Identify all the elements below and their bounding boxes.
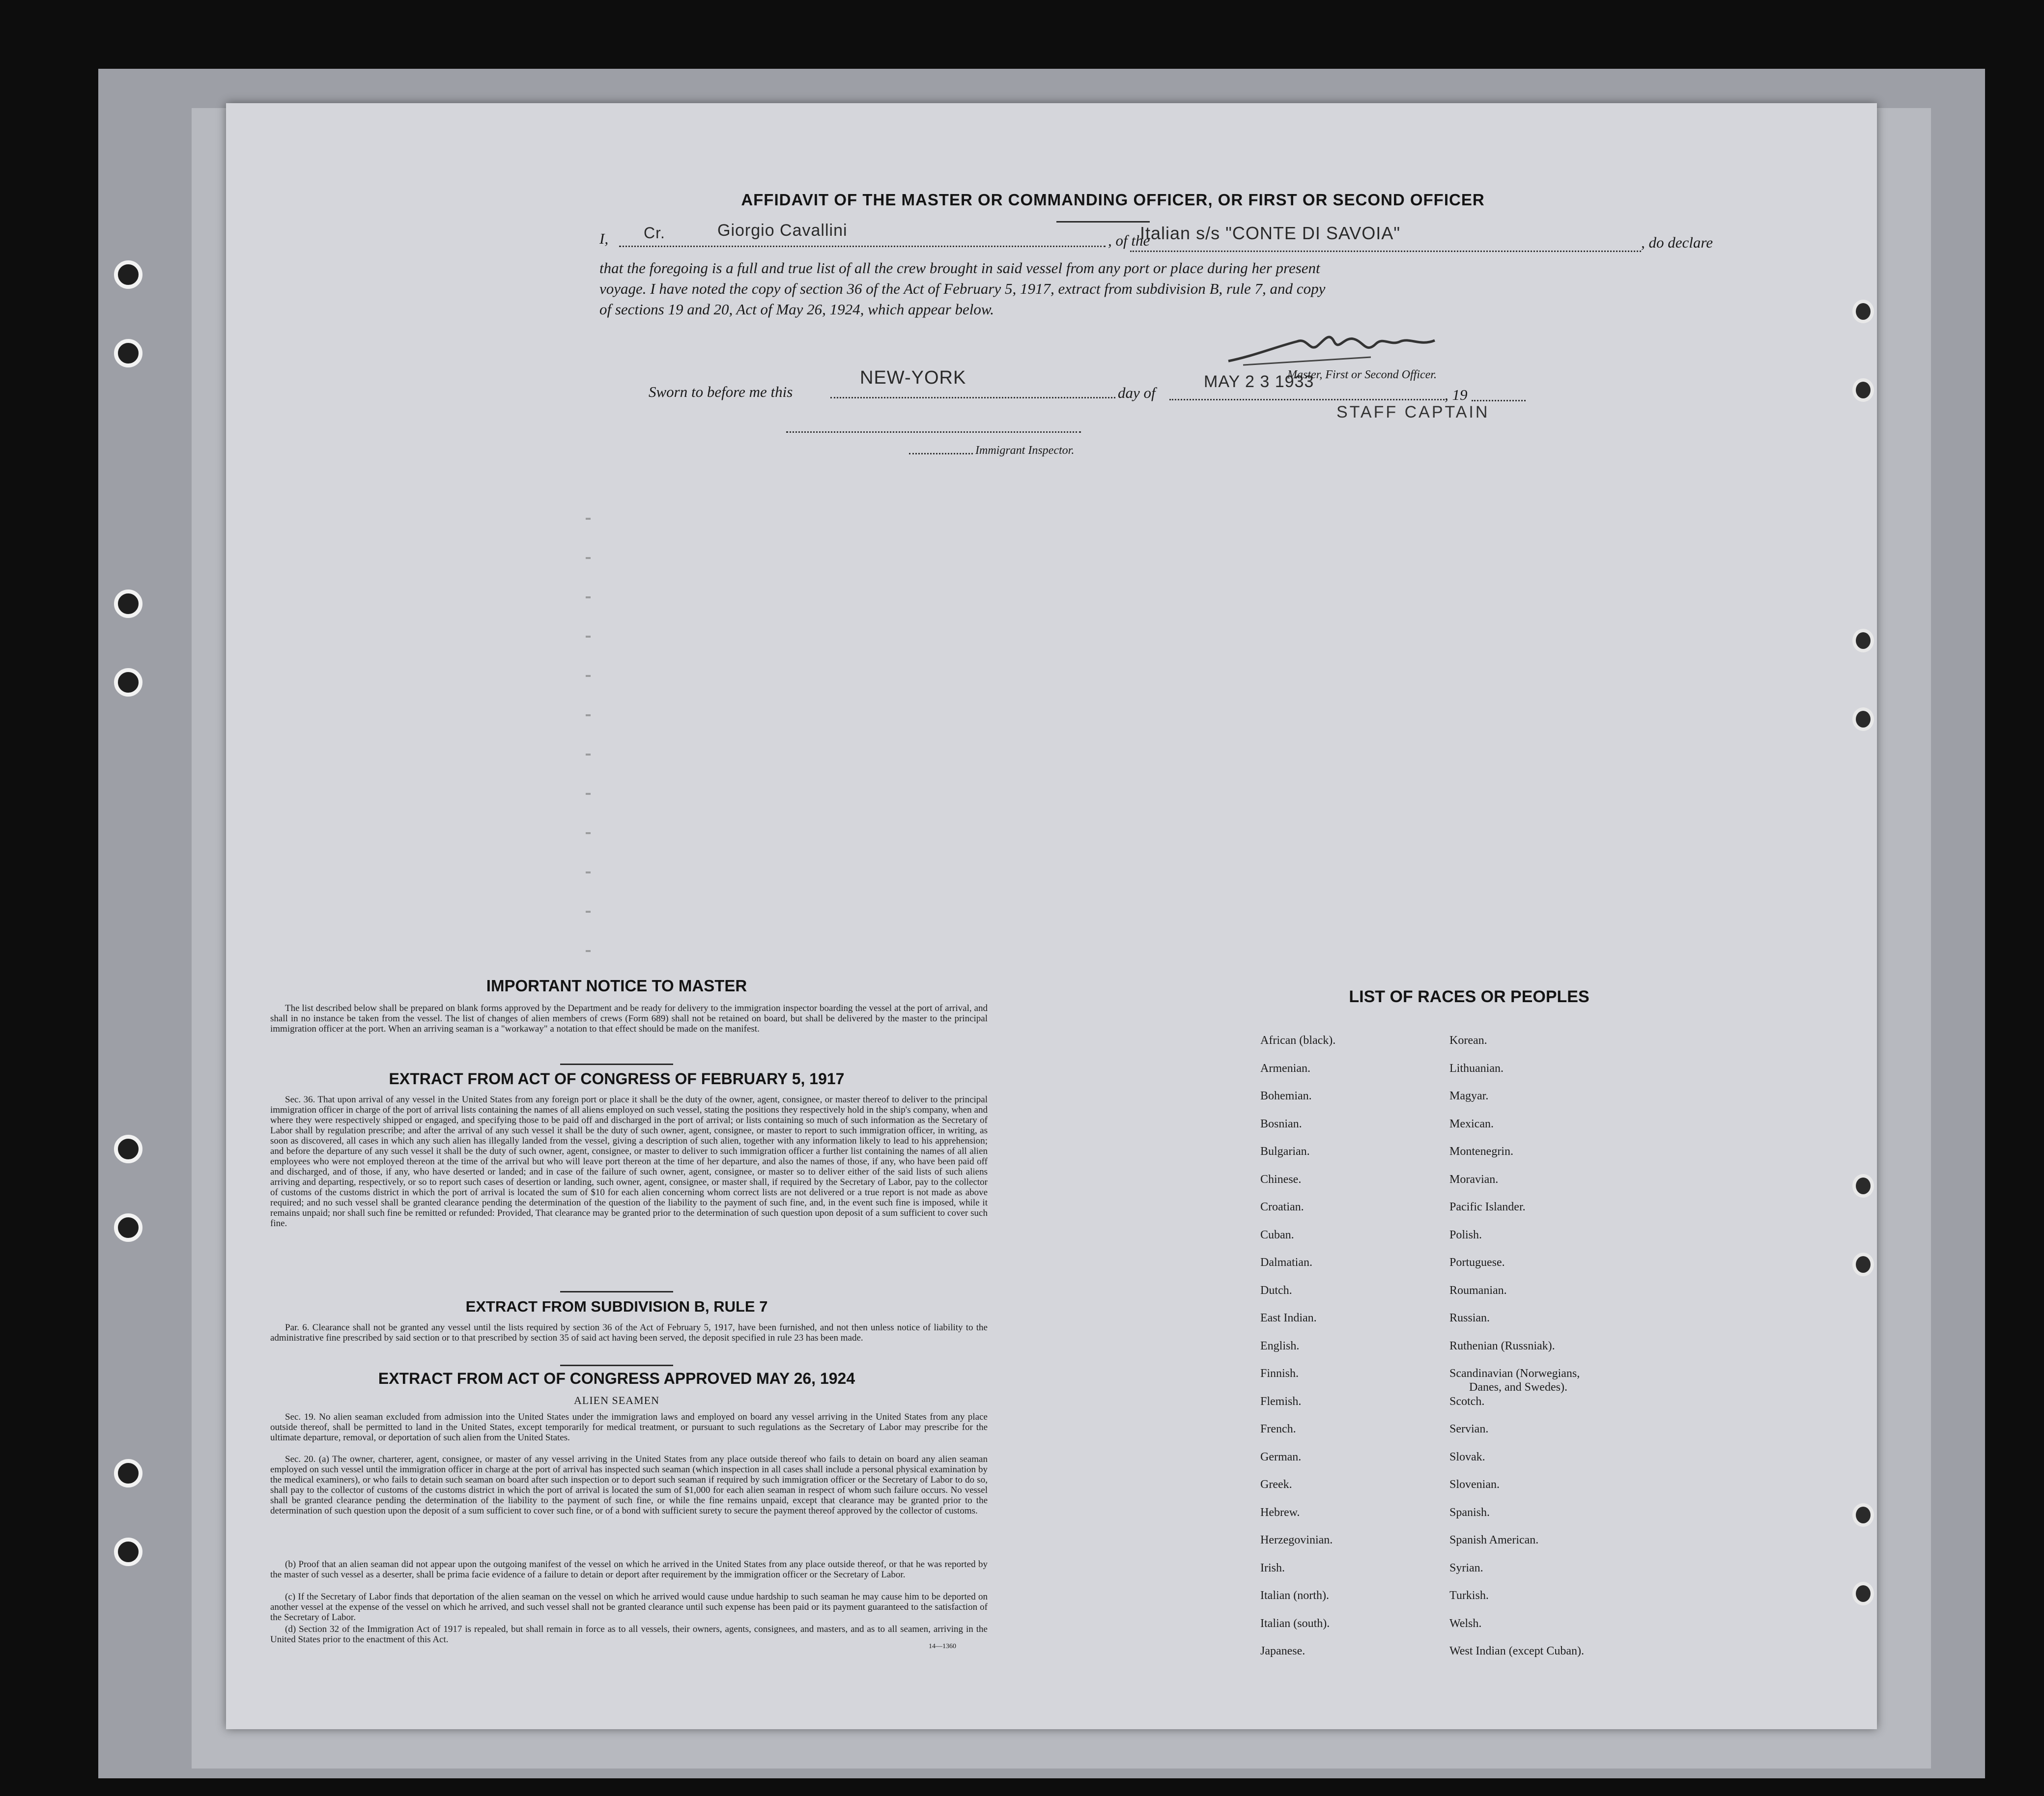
- sworn-place-stamp: NEW-YORK: [860, 367, 966, 388]
- race-item: Finnish.: [1260, 1367, 1299, 1380]
- race-item: Lithuanian.: [1449, 1062, 1504, 1075]
- race-item: Bulgarian.: [1260, 1145, 1310, 1158]
- page-hole: [1852, 378, 1874, 402]
- race-item: Spanish American.: [1449, 1534, 1539, 1546]
- race-item: Pacific Islander.: [1449, 1201, 1526, 1213]
- race-item: Scotch.: [1449, 1395, 1485, 1408]
- vessel-line: [1130, 251, 1641, 252]
- bleed-through-dots: [586, 486, 591, 1002]
- officer-name: Giorgio Cavallini: [717, 221, 848, 240]
- year-prefix: , 19: [1445, 386, 1468, 403]
- race-item: Herzegovinian.: [1260, 1534, 1333, 1546]
- extract-1917-body: Sec. 36. That upon arrival of any vessel in the United States from any foreign port or place it shall be the duty of the owner, agent, consignee, or master thereof to deliver to the principal immigration officer in charge of the port of arrival lists containing the names of all aliens employed on such vessel, stating the positions they respectively hold in the ship's company, when and where they were respectively shipped or engaged, and specifying those to be paid off and discharged in the port of arrival; or lists containing so much of such information as the Secretary of Labor shall by regulation prescribe; and after the arrival of any such vessel it shall be the duty of such owner, agent, consignee, or master to report to such immigration officer, in writing, as soon as discovered, all cases in which any such alien has illegally landed from the vessel, giving a description of such alien, together with any information likely to lead to his apprehension; and before the departure of any such vessel it shall be the duty of such owner, agent, consignee, or master to deliver to such immigration officer a further list containing the names of all alien employees who were not employed thereon at the time of the arrival but who will leave port thereon at the time of her departure, and also the names of those, if any, who have been paid off and discharged, and of those, if any, who have deserted or landed; and in case of the failure of such owner, agent, consignee, or master so to deliver either of the said lists of such aliens arriving and departing, respectively, or so to report such cases of desertion or landing, such owner, agent, consignee, or master shall, if required by the Secretary of Labor, pay to the collector of customs of the customs district in which the port of arrival is located the sum of $10 for each alien concerning whom correct lists are not delivered or a true report is not made as above required; and no such vessel shall be granted clearance pending the determination of the question of the liability to the payment of such fine, and, in the event such fine is imposed, while it remains unpaid; nor shall such fine be remitted or refunded: Provided, That clearance may be granted prior to the determination of such question upon deposit of a sum sufficient to cover such fine.: [270, 1094, 988, 1229]
- race-item: East Indian.: [1260, 1312, 1317, 1324]
- master-label: Master, First or Second Officer.: [1287, 368, 1437, 381]
- race-item: Turkish.: [1449, 1589, 1489, 1602]
- race-item: Italian (north).: [1260, 1589, 1329, 1602]
- affidavit-pronoun: I,: [599, 230, 609, 247]
- extract-1924-title: EXTRACT FROM ACT OF CONGRESS APPROVED MAY 26, 1924: [378, 1370, 855, 1387]
- race-item: Syrian.: [1449, 1561, 1483, 1574]
- page-hole: [1852, 629, 1874, 652]
- binder-hole: [114, 1538, 142, 1566]
- extract-1924-sec20d: (d) Section 32 of the Immigration Act of 1917 is repealed, but shall remain in force as to all vessels, their owners, agents, consignees, and masters, and as to all seamen, arriving in the United States prior to the enactment of this Act.: [270, 1624, 988, 1645]
- rule7-title: EXTRACT FROM SUBDIVISION B, RULE 7: [465, 1298, 768, 1315]
- race-item: Korean.: [1449, 1034, 1487, 1047]
- of-the-label: , of the: [1108, 232, 1150, 249]
- affidavit-title: AFFIDAVIT OF THE MASTER OR COMMANDING OFFICER, OR FIRST OR SECOND OFFICER: [741, 191, 1485, 209]
- officer-prefix: Cr.: [644, 224, 665, 242]
- race-item: Danes, and Swedes).: [1469, 1381, 1567, 1394]
- race-item: Slovenian.: [1449, 1478, 1500, 1491]
- declare-label: , do declare: [1641, 234, 1713, 251]
- race-item: Irish.: [1260, 1561, 1285, 1574]
- sworn-place-line: [830, 397, 1115, 398]
- race-item: German.: [1260, 1450, 1302, 1463]
- rank-stamp: STAFF CAPTAIN: [1336, 403, 1490, 421]
- page-hole: [1852, 1253, 1874, 1276]
- binder-hole: [114, 1135, 142, 1163]
- race-item: Moravian.: [1449, 1173, 1499, 1186]
- race-item: Spanish.: [1449, 1506, 1490, 1519]
- notice-body: The list described below shall be prepared on blank forms approved by the Department and be ready for delivery to the immigration inspector boarding the vessel at the port of arrival, and shall in no instance be taken from the vessel. The list of changes of alien members of crews (Form 689) shall not be retained on board, but shall be delivered by the master to the principal immigration officer at the port. When an arriving seaman is a "workaway" a notation to that effect should be made on the manifest.: [270, 1003, 988, 1034]
- extract-1924-sec20a: Sec. 20. (a) The owner, charterer, agent, consignee, or master of any vessel arriving in the United States from any place outside thereof who fails to detain on board any alien seaman employed on such vessel until the immigration officer in charge at the port of arrival has inspected such seaman (which inspection in all cases shall include a personal physical examination by the medical examiners), or who fails to detain such seaman on board after such inspection or to deport such seaman if required by such immigration officer or the Secretary of Labor to do so, shall pay to the collector of customs of the customs district in which the port of arrival is located the sum of $1,000 for each alien seaman in respect of whom such failure occurs. No vessel shall be granted clearance pending the determination of the liability to the payment of such fine, or while the fine remains unpaid, except that clearance may be granted prior to the determination of such question upon the deposit of a sum sufficient to cover such fine, or of a bond with sufficient surety to secure the payment thereof approved by the collector of customs.: [270, 1454, 988, 1516]
- race-item: Japanese.: [1260, 1645, 1306, 1657]
- year-line: [1472, 400, 1526, 401]
- affidavit-line-2: voyage. I have noted the copy of section 36 of the Act of February 5, 1917, extract from subdivision B, rule 7, and copy: [599, 280, 1326, 297]
- binder-hole: [114, 668, 142, 697]
- page-hole: [1852, 707, 1874, 731]
- extract-1917-title: EXTRACT FROM ACT OF CONGRESS OF FEBRUARY 5, 1917: [389, 1070, 845, 1088]
- race-item: West Indian (except Cuban).: [1449, 1645, 1584, 1657]
- officer-name-line: [619, 246, 1106, 247]
- master-signature: [1223, 327, 1440, 371]
- page-hole: [1852, 300, 1874, 323]
- race-item: Cuban.: [1260, 1228, 1294, 1241]
- sworn-date-line: [1169, 399, 1445, 400]
- extract-1924-subtitle: ALIEN SEAMEN: [574, 1394, 659, 1406]
- vessel-name: Italian s/s "CONTE DI SAVOIA": [1140, 223, 1401, 243]
- race-item: Welsh.: [1449, 1617, 1482, 1630]
- race-item: Dutch.: [1260, 1284, 1292, 1297]
- race-item: Greek.: [1260, 1478, 1292, 1491]
- affidavit-line-3: of sections 19 and 20, Act of May 26, 1924, which appear below.: [599, 301, 994, 318]
- sworn-prefix: Sworn to before me this: [649, 383, 793, 400]
- race-item: Hebrew.: [1260, 1506, 1300, 1519]
- race-item: Roumanian.: [1449, 1284, 1507, 1297]
- race-item: Ruthenian (Russniak).: [1449, 1339, 1555, 1352]
- manifest-page: [226, 103, 1877, 1729]
- day-of-label: day of: [1118, 384, 1156, 401]
- binder-hole: [114, 339, 142, 367]
- inspector-line-short: [909, 453, 973, 454]
- races-title: LIST OF RACES OR PEOPLES: [1349, 987, 1590, 1006]
- race-item: Russian.: [1449, 1312, 1490, 1324]
- race-item: Croatian.: [1260, 1201, 1304, 1213]
- extract-1924-sec20c: (c) If the Secretary of Labor finds that deportation of the alien seaman on the vessel on which he arrived would cause undue hardship to such seaman he may cause him to be deported on another vessel at the expense of the vessel on which he arrived, and such vessel shall not be granted clearance until such expense has been paid or its payment guaranteed to the satisfaction of the Secretary of Labor.: [270, 1592, 988, 1623]
- race-item: Dalmatian.: [1260, 1256, 1312, 1269]
- binder-hole: [114, 1459, 142, 1487]
- race-item: Polish.: [1449, 1228, 1482, 1241]
- extract-1924-sec19: Sec. 19. No alien seaman excluded from admission into the United States under the immigration laws and employed on board any vessel arriving in the United States from any place outside thereof, shall be permitted to land in the United States, except temporarily for medical treatment, or pursuant to such regulations as the Secretary of Labor may prescribe for the ultimate departure, removal, or deportation of such alien from the United States.: [270, 1412, 988, 1443]
- page-hole: [1852, 1582, 1874, 1605]
- race-item: Mexican.: [1449, 1117, 1494, 1130]
- race-item: Bosnian.: [1260, 1117, 1302, 1130]
- race-item: Portuguese.: [1449, 1256, 1505, 1269]
- race-item: Flemish.: [1260, 1395, 1302, 1408]
- rule7-rule: [560, 1365, 673, 1366]
- race-item: Magyar.: [1449, 1090, 1489, 1102]
- notice-rule: [560, 1064, 673, 1065]
- inspector-label: Immigrant Inspector.: [975, 444, 1075, 457]
- affidavit-line-1: that the foregoing is a full and true list of all the crew brought in said vessel from any port or place during her present: [599, 259, 1320, 277]
- extract-1924-sec20b: (b) Proof that an alien seaman did not appear upon the outgoing manifest of the vessel on which he arrived in the United States from any place outside thereof, or that he was reported by the master of such vessel as a deserter, shall be prima facie evidence of a failure to detain or deport after requirement by the immigration officer or the Secretary of Labor.: [270, 1559, 988, 1580]
- race-item: Armenian.: [1260, 1062, 1310, 1075]
- race-item: Bohemian.: [1260, 1090, 1312, 1102]
- page-hole: [1852, 1503, 1874, 1527]
- race-item: Montenegrin.: [1449, 1145, 1513, 1158]
- title-rule: [1056, 221, 1150, 223]
- race-item: Italian (south).: [1260, 1617, 1330, 1630]
- form-code: 14—1360: [929, 1643, 956, 1650]
- race-item: Chinese.: [1260, 1173, 1302, 1186]
- race-item: Slovak.: [1449, 1450, 1485, 1463]
- race-item: English.: [1260, 1339, 1300, 1352]
- race-item: Servian.: [1449, 1423, 1489, 1435]
- race-item: African (black).: [1260, 1034, 1336, 1047]
- notice-title: IMPORTANT NOTICE TO MASTER: [486, 977, 747, 995]
- race-item: French.: [1260, 1423, 1296, 1435]
- sworn-date-stamp: MAY 2 3 1933: [1204, 372, 1314, 391]
- rule7-body: Par. 6. Clearance shall not be granted any vessel until the lists required by section 36 of the Act of February 5, 1917, have been furnished, and not then unless notice of liability to the administrative fine prescribed by said section or to that prescribed by section 35 of said act having been served, the deposit specified in rule 23 has been made.: [270, 1322, 988, 1343]
- extract-1917-rule: [560, 1291, 673, 1292]
- inspector-signature-line: [786, 431, 1081, 433]
- binder-hole: [114, 260, 142, 289]
- race-item: Scandinavian (Norwegians,: [1449, 1367, 1580, 1380]
- binder-hole: [114, 589, 142, 618]
- page-hole: [1852, 1174, 1874, 1198]
- binder-hole: [114, 1213, 142, 1242]
